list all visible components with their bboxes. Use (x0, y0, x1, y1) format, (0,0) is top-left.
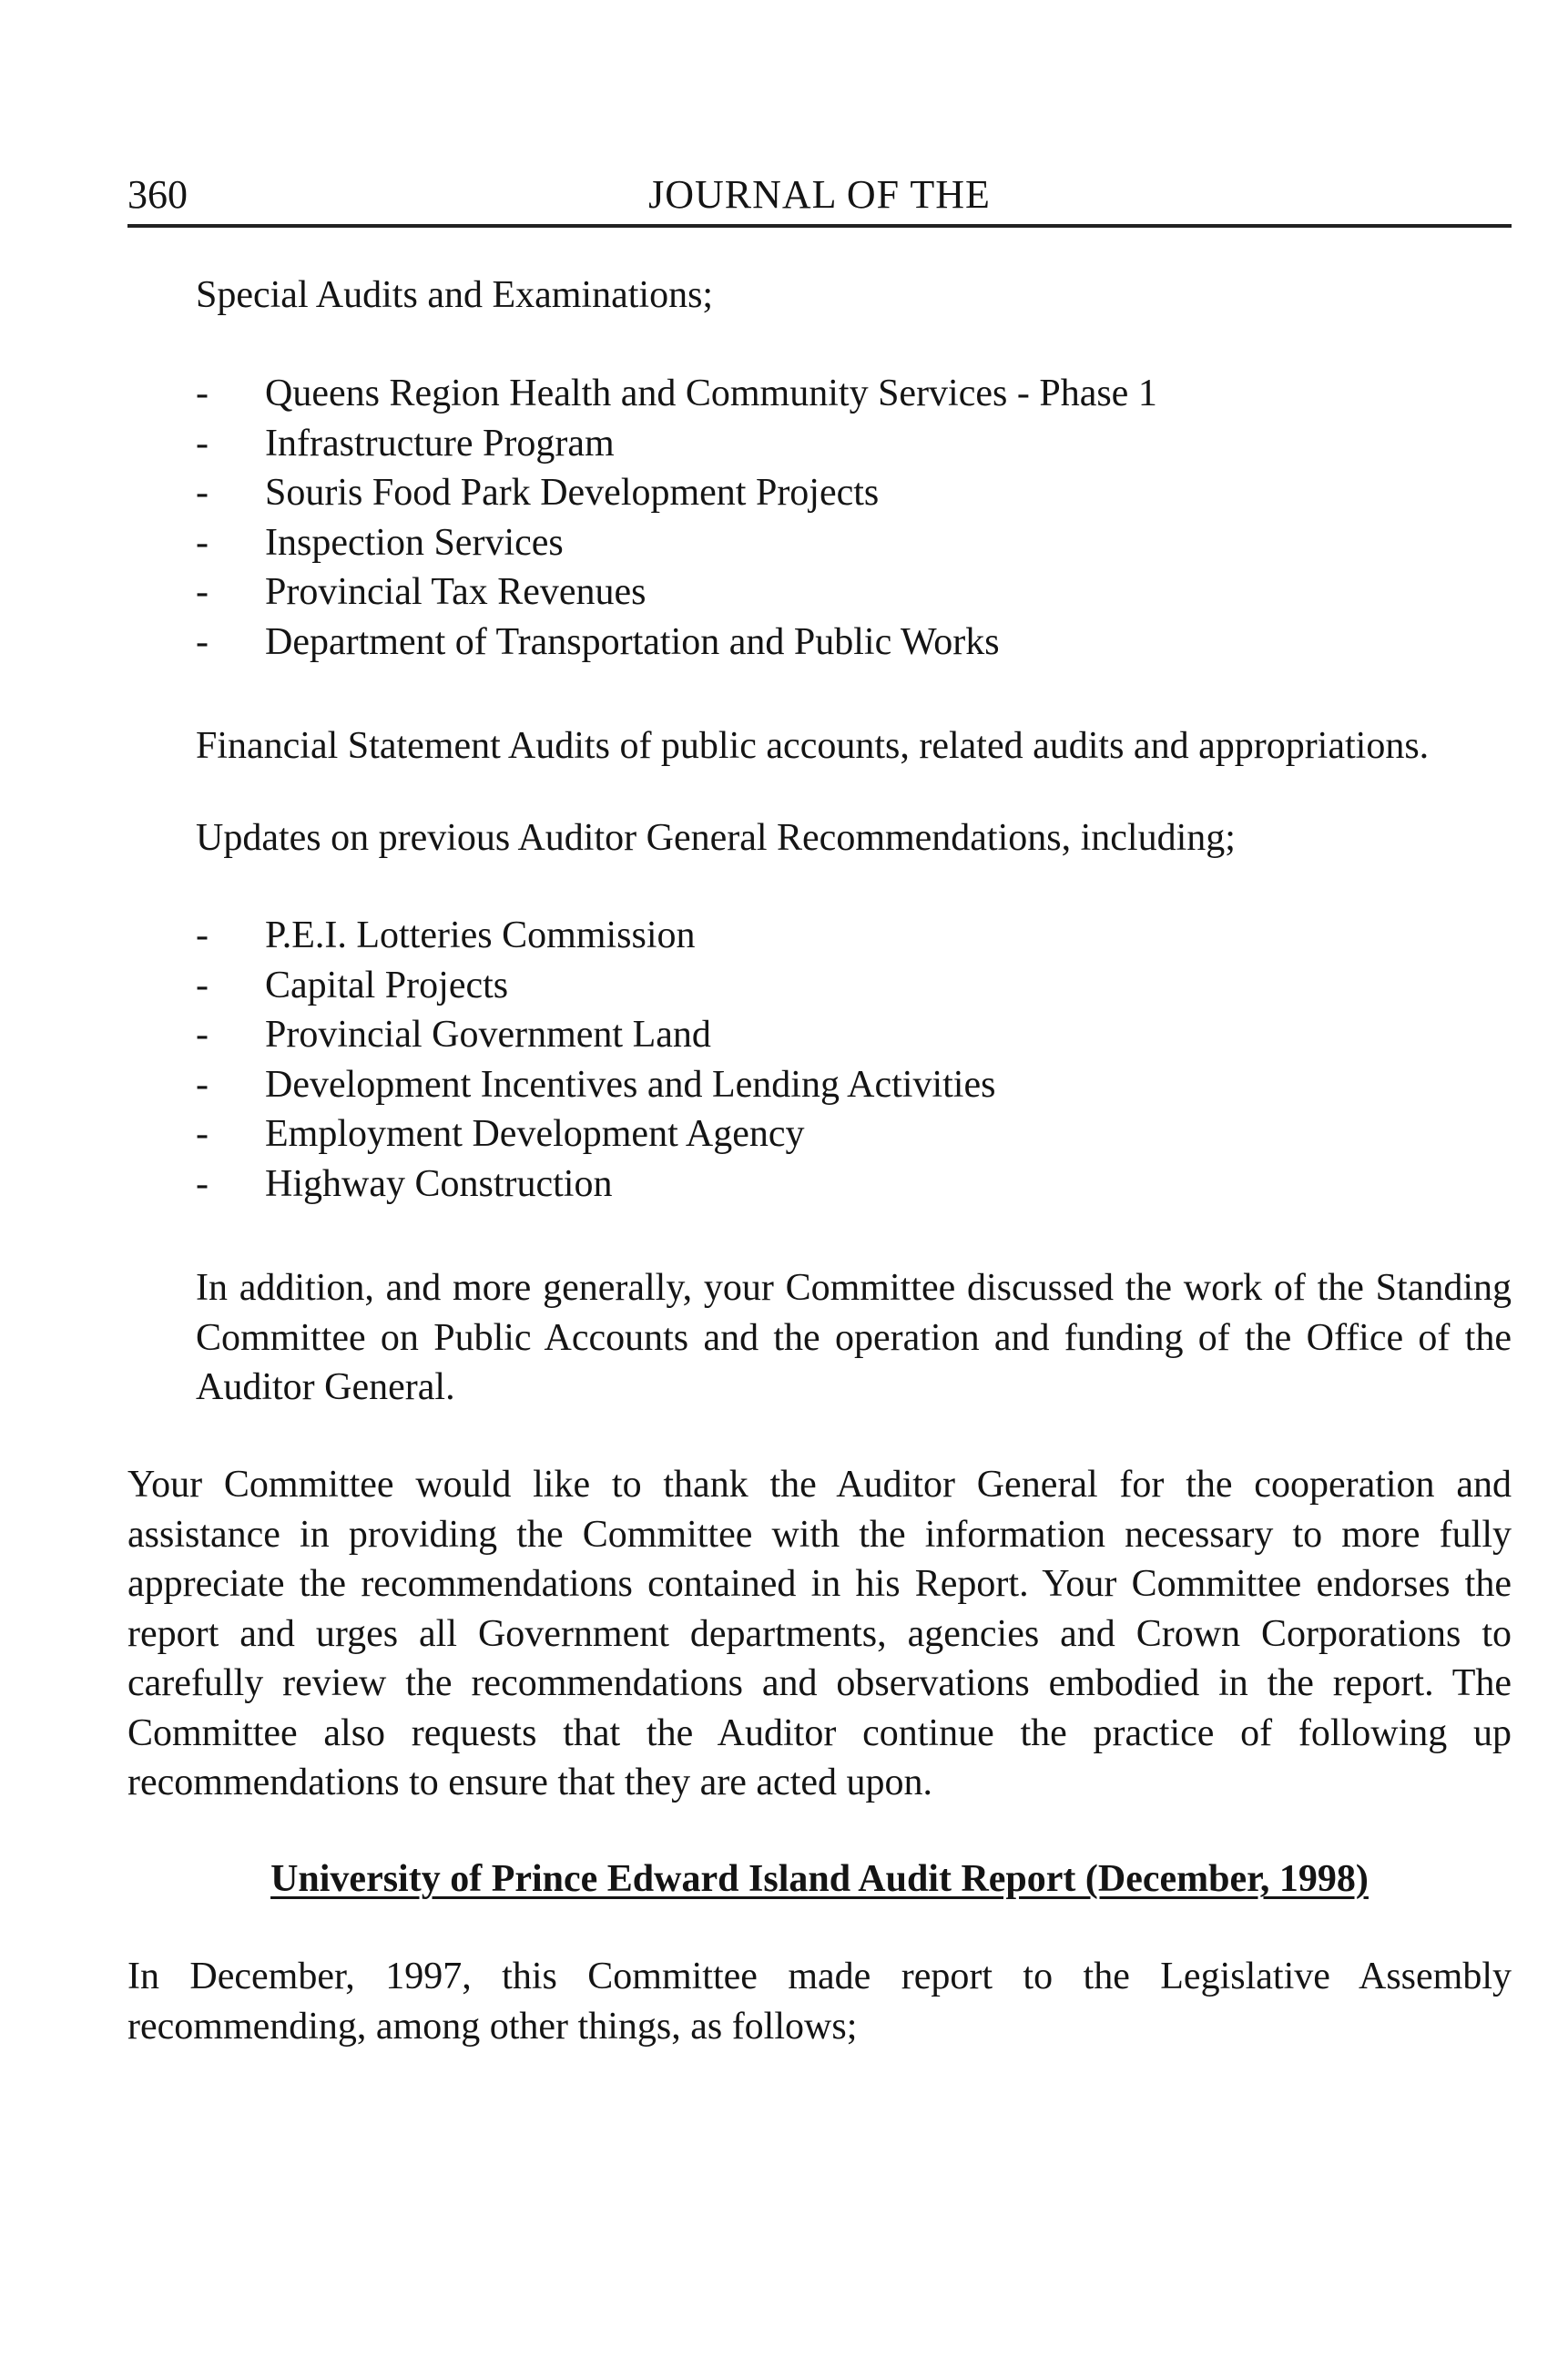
additional-discussion-paragraph: In addition, and more generally, your Committee discussed the work of the Standing Committee on Public Accounts and the operation and funding of the Office of the Auditor General. (196, 1267, 1512, 1408)
running-header (127, 169, 1512, 228)
updates-intro: Updates on previous Auditor General Recommendations, including; (196, 817, 1236, 859)
section-heading: University of Prince Edward Island Audit Report (December, 1998) (270, 1858, 1369, 1900)
list-item (196, 911, 1512, 961)
list-item (196, 961, 1512, 1011)
list-item-text: Employment Development Agency (265, 1113, 805, 1155)
list-item (196, 1010, 1512, 1060)
list-item (196, 518, 1512, 568)
list-item (196, 618, 1512, 668)
dash-bullet: - (196, 1063, 209, 1106)
page-number: 360 (127, 172, 188, 217)
list-item-text: Queens Region Health and Community Services - Phase 1 (265, 373, 1157, 414)
dash-bullet: - (196, 521, 209, 564)
list-item-text: Infrastructure Program (265, 422, 615, 465)
list-item (196, 567, 1512, 618)
list-item (196, 369, 1512, 419)
upei-paragraph: In December, 1997, this Committee made report to the Legislative Assembly recommending, among other things, as follows; (127, 1956, 1512, 2048)
dash-bullet: - (196, 620, 209, 663)
special-audits-list (196, 369, 1512, 667)
special-audits-intro: Special Audits and Examinations; (196, 274, 714, 316)
dash-bullet: - (196, 1113, 209, 1155)
journal-title: JOURNAL OF THE (648, 172, 991, 217)
list-item (196, 1060, 1512, 1110)
list-item-text: Provincial Tax Revenues (265, 571, 647, 613)
list-item-text: Souris Food Park Development Projects (265, 472, 880, 514)
list-item-text: Development Incentives and Lending Activities (265, 1063, 996, 1106)
dash-bullet: - (196, 373, 209, 414)
list-item (196, 1159, 1512, 1210)
financial-statement-line: Financial Statement Audits of public accounts, related audits and appropriations. (196, 725, 1430, 767)
list-item (196, 1109, 1512, 1159)
list-item-text: Department of Transportation and Public Works (265, 620, 1000, 663)
list-item-text: Inspection Services (265, 521, 564, 564)
list-item-text: Capital Projects (265, 964, 509, 1006)
list-item-text: Highway Construction (265, 1162, 613, 1205)
updates-list (196, 911, 1512, 1209)
dash-bullet: - (196, 472, 209, 514)
dash-bullet: - (196, 571, 209, 613)
list-item-text: Provincial Government Land (265, 1014, 711, 1056)
list-item (196, 468, 1512, 518)
list-item (196, 419, 1512, 469)
list-item-text: P.E.I. Lotteries Commission (265, 914, 696, 956)
dash-bullet: - (196, 914, 209, 956)
dash-bullet: - (196, 1162, 209, 1205)
dash-bullet: - (196, 964, 209, 1006)
dash-bullet: - (196, 422, 209, 465)
thanks-paragraph: Your Committee would like to thank the Auditor General for the cooperation and assistance in providing the Committee with the information necessary to more fully appreciate the recommendations contained in his Report. Your Committee endorses the report and urges all Government departments, agencies and Crown Corporations to carefully review the recommendations and observations embodied in the report. The Committee also requests that the Auditor continue the practice of following up recommendations to ensure that they are acted upon. (127, 1464, 1512, 1803)
dash-bullet: - (196, 1014, 209, 1056)
